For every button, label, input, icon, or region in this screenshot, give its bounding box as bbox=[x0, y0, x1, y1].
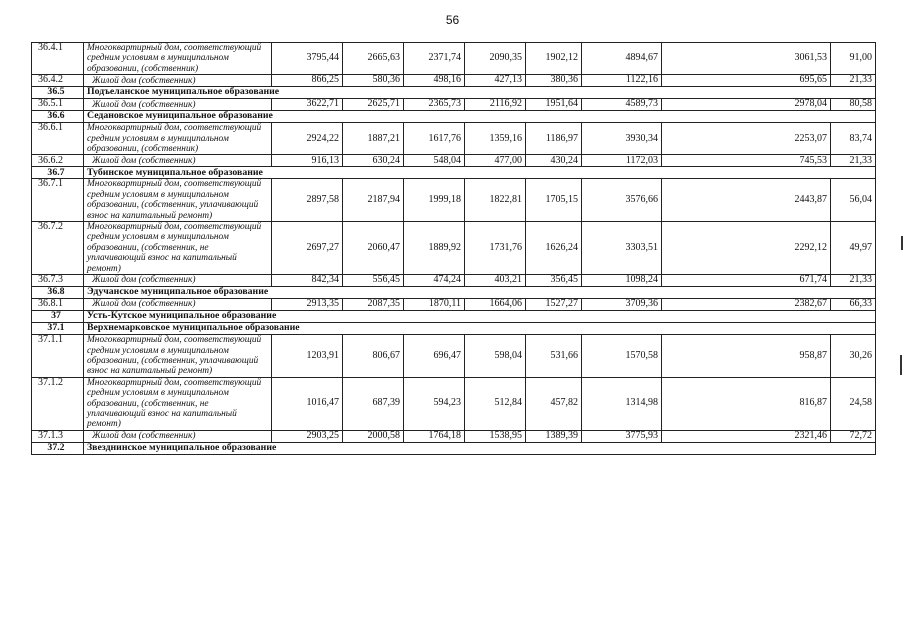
value-cell: 2000,58 bbox=[343, 430, 404, 442]
value-cell: 1951,64 bbox=[526, 99, 582, 111]
value-cell: 1731,76 bbox=[465, 222, 526, 275]
value-cell: 594,23 bbox=[404, 377, 465, 430]
value-cell: 916,13 bbox=[272, 155, 343, 167]
row-description: Жилой дом (собственник) bbox=[84, 99, 272, 111]
value-cell: 671,74 bbox=[662, 275, 831, 287]
value-cell: 1705,15 bbox=[526, 179, 582, 222]
row-code: 36.4.2 bbox=[32, 75, 84, 87]
value-cell: 2913,35 bbox=[272, 299, 343, 311]
row-code: 36.6.1 bbox=[32, 123, 84, 155]
value-cell: 1016,47 bbox=[272, 377, 343, 430]
value-cell: 806,67 bbox=[343, 335, 404, 378]
value-cell: 72,72 bbox=[831, 430, 876, 442]
value-cell: 1389,39 bbox=[526, 430, 582, 442]
table-row bbox=[32, 299, 876, 311]
value-cell: 91,00 bbox=[831, 43, 876, 75]
value-cell: 2371,74 bbox=[404, 43, 465, 75]
table-row bbox=[32, 75, 876, 87]
value-cell: 2116,92 bbox=[465, 99, 526, 111]
value-cell: 2090,35 bbox=[465, 43, 526, 75]
table-row bbox=[32, 123, 876, 155]
value-cell: 80,58 bbox=[831, 99, 876, 111]
value-cell: 380,36 bbox=[526, 75, 582, 87]
value-cell: 3303,51 bbox=[582, 222, 662, 275]
value-cell: 1538,95 bbox=[465, 430, 526, 442]
row-code: 36.6 bbox=[32, 111, 84, 123]
value-cell: 842,34 bbox=[272, 275, 343, 287]
section-row bbox=[32, 442, 876, 454]
value-cell: 56,04 bbox=[831, 179, 876, 222]
value-cell: 3709,36 bbox=[582, 299, 662, 311]
row-code: 37.1.1 bbox=[32, 335, 84, 378]
row-code: 36.8.1 bbox=[32, 299, 84, 311]
section-title: Верхнемарковское муниципальное образование bbox=[84, 323, 876, 335]
value-cell: 1887,21 bbox=[343, 123, 404, 155]
value-cell: 1617,76 bbox=[404, 123, 465, 155]
scan-mark bbox=[901, 236, 903, 250]
section-row bbox=[32, 167, 876, 179]
value-cell: 696,47 bbox=[404, 335, 465, 378]
section-row bbox=[32, 311, 876, 323]
value-cell: 30,26 bbox=[831, 335, 876, 378]
table-row bbox=[32, 275, 876, 287]
value-cell: 2292,12 bbox=[662, 222, 831, 275]
value-cell: 1203,91 bbox=[272, 335, 343, 378]
row-code: 36.7.2 bbox=[32, 222, 84, 275]
row-description: Многоквартирный дом, соответствующий средним условиям в муниципальном образовании, (собственник) bbox=[84, 123, 272, 155]
value-cell: 3576,66 bbox=[582, 179, 662, 222]
value-cell: 1999,18 bbox=[404, 179, 465, 222]
value-cell: 403,21 bbox=[465, 275, 526, 287]
row-code: 37 bbox=[32, 311, 84, 323]
value-cell: 1359,16 bbox=[465, 123, 526, 155]
value-cell: 21,33 bbox=[831, 75, 876, 87]
page-number: 56 bbox=[445, 13, 460, 27]
value-cell: 745,53 bbox=[662, 155, 831, 167]
value-cell: 1889,92 bbox=[404, 222, 465, 275]
row-description: Многоквартирный дом, соответствующий средним условиям в муниципальном образовании, (собственник, уплачивающий взнос на капитальный ремонт) bbox=[84, 179, 272, 222]
value-cell: 531,66 bbox=[526, 335, 582, 378]
row-code: 37.2 bbox=[32, 442, 84, 454]
value-cell: 2060,47 bbox=[343, 222, 404, 275]
value-cell: 66,33 bbox=[831, 299, 876, 311]
row-description: Жилой дом (собственник) bbox=[84, 299, 272, 311]
table-row bbox=[32, 99, 876, 111]
section-title: Звезднинское муниципальное образование bbox=[84, 442, 876, 454]
section-title: Подъеланское муниципальное образование bbox=[84, 87, 876, 99]
value-cell: 24,58 bbox=[831, 377, 876, 430]
value-cell: 1822,81 bbox=[465, 179, 526, 222]
row-description: Жилой дом (собственник) bbox=[84, 155, 272, 167]
value-cell: 2321,46 bbox=[662, 430, 831, 442]
section-row bbox=[32, 111, 876, 123]
section-row bbox=[32, 323, 876, 335]
value-cell: 816,87 bbox=[662, 377, 831, 430]
value-cell: 630,24 bbox=[343, 155, 404, 167]
value-cell: 1186,97 bbox=[526, 123, 582, 155]
value-cell: 2625,71 bbox=[343, 99, 404, 111]
value-cell: 1098,24 bbox=[582, 275, 662, 287]
value-cell: 548,04 bbox=[404, 155, 465, 167]
value-cell: 2697,27 bbox=[272, 222, 343, 275]
table-row bbox=[32, 430, 876, 442]
value-cell: 2897,58 bbox=[272, 179, 343, 222]
row-code: 36.7.1 bbox=[32, 179, 84, 222]
row-code: 36.4.1 bbox=[32, 43, 84, 75]
value-cell: 1122,16 bbox=[582, 75, 662, 87]
row-code: 37.1 bbox=[32, 323, 84, 335]
value-cell: 498,16 bbox=[404, 75, 465, 87]
value-cell: 2924,22 bbox=[272, 123, 343, 155]
section-title: Эдучанское муниципальное образование bbox=[84, 287, 876, 299]
value-cell: 2087,35 bbox=[343, 299, 404, 311]
value-cell: 687,39 bbox=[343, 377, 404, 430]
value-cell: 1870,11 bbox=[404, 299, 465, 311]
value-cell: 83,74 bbox=[831, 123, 876, 155]
table-row bbox=[32, 335, 876, 378]
row-description: Жилой дом (собственник) bbox=[84, 430, 272, 442]
table-body bbox=[32, 43, 876, 455]
value-cell: 1314,98 bbox=[582, 377, 662, 430]
value-cell: 1570,58 bbox=[582, 335, 662, 378]
table-row bbox=[32, 377, 876, 430]
value-cell: 2978,04 bbox=[662, 99, 831, 111]
value-cell: 2187,94 bbox=[343, 179, 404, 222]
section-row bbox=[32, 287, 876, 299]
row-description: Многоквартирный дом, соответствующий средним условиям в муниципальном образовании, (собственник, уплачивающий взнос на капитальный ремонт) bbox=[84, 335, 272, 378]
section-title: Тубинское муниципальное образование bbox=[84, 167, 876, 179]
value-cell: 958,87 bbox=[662, 335, 831, 378]
row-code: 36.5 bbox=[32, 87, 84, 99]
row-code: 37.1.2 bbox=[32, 377, 84, 430]
value-cell: 4589,73 bbox=[582, 99, 662, 111]
table-row bbox=[32, 155, 876, 167]
row-description: Многоквартирный дом, соответствующий средним условиям в муниципальном образовании, (собственник, не уплачивающий взнос на капитальный ремонт) bbox=[84, 377, 272, 430]
table-row bbox=[32, 222, 876, 275]
value-cell: 1764,18 bbox=[404, 430, 465, 442]
value-cell: 3775,93 bbox=[582, 430, 662, 442]
value-cell: 49,97 bbox=[831, 222, 876, 275]
value-cell: 1527,27 bbox=[526, 299, 582, 311]
section-title: Седановское муниципальное образование bbox=[84, 111, 876, 123]
value-cell: 2253,07 bbox=[662, 123, 831, 155]
row-code: 36.7.3 bbox=[32, 275, 84, 287]
value-cell: 2903,25 bbox=[272, 430, 343, 442]
value-cell: 3622,71 bbox=[272, 99, 343, 111]
value-cell: 427,13 bbox=[465, 75, 526, 87]
tariff-table bbox=[31, 42, 876, 455]
value-cell: 3795,44 bbox=[272, 43, 343, 75]
value-cell: 477,00 bbox=[465, 155, 526, 167]
row-description: Многоквартирный дом, соответствующий средним условиям в муниципальном образовании, (собственник) bbox=[84, 43, 272, 75]
value-cell: 1626,24 bbox=[526, 222, 582, 275]
value-cell: 1902,12 bbox=[526, 43, 582, 75]
value-cell: 598,04 bbox=[465, 335, 526, 378]
value-cell: 3061,53 bbox=[662, 43, 831, 75]
section-row bbox=[32, 87, 876, 99]
value-cell: 2365,73 bbox=[404, 99, 465, 111]
row-code: 36.6.2 bbox=[32, 155, 84, 167]
table-row bbox=[32, 179, 876, 222]
value-cell: 512,84 bbox=[465, 377, 526, 430]
value-cell: 3930,34 bbox=[582, 123, 662, 155]
section-title: Усть-Кутское муниципальное образование bbox=[84, 311, 876, 323]
value-cell: 2382,67 bbox=[662, 299, 831, 311]
value-cell: 866,25 bbox=[272, 75, 343, 87]
value-cell: 457,82 bbox=[526, 377, 582, 430]
row-code: 36.8 bbox=[32, 287, 84, 299]
table-row bbox=[32, 43, 876, 75]
value-cell: 2665,63 bbox=[343, 43, 404, 75]
row-description: Многоквартирный дом, соответствующий средним условиям в муниципальном образовании, (собственник, не уплачивающий взнос на капитальный ремонт) bbox=[84, 222, 272, 275]
value-cell: 695,65 bbox=[662, 75, 831, 87]
row-code: 37.1.3 bbox=[32, 430, 84, 442]
value-cell: 474,24 bbox=[404, 275, 465, 287]
value-cell: 556,45 bbox=[343, 275, 404, 287]
value-cell: 21,33 bbox=[831, 275, 876, 287]
value-cell: 580,36 bbox=[343, 75, 404, 87]
value-cell: 1172,03 bbox=[582, 155, 662, 167]
row-description: Жилой дом (собственник) bbox=[84, 75, 272, 87]
value-cell: 21,33 bbox=[831, 155, 876, 167]
value-cell: 2443,87 bbox=[662, 179, 831, 222]
row-description: Жилой дом (собственник) bbox=[84, 275, 272, 287]
value-cell: 430,24 bbox=[526, 155, 582, 167]
scan-mark bbox=[900, 355, 902, 375]
value-cell: 4894,67 bbox=[582, 43, 662, 75]
value-cell: 356,45 bbox=[526, 275, 582, 287]
row-code: 36.5.1 bbox=[32, 99, 84, 111]
value-cell: 1664,06 bbox=[465, 299, 526, 311]
row-code: 36.7 bbox=[32, 167, 84, 179]
